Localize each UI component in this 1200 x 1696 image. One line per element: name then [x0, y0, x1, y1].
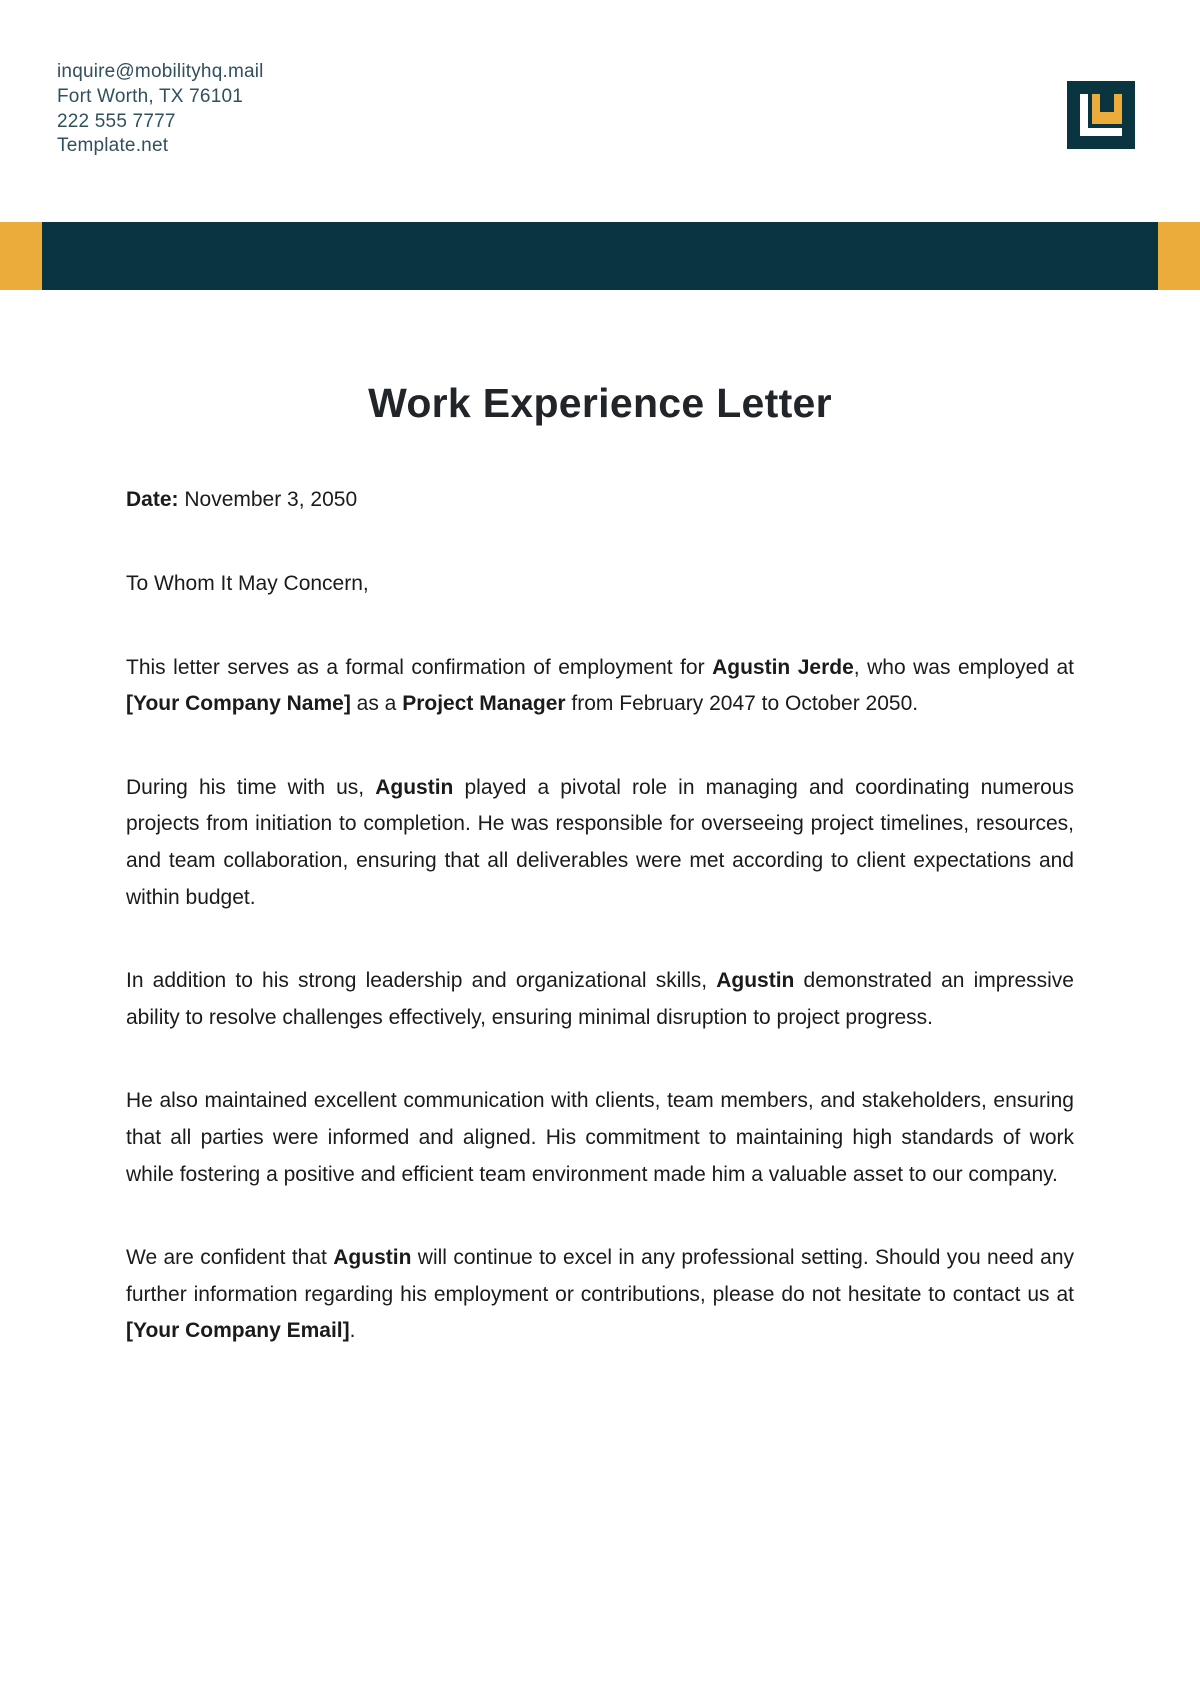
bold-text-run: Agustin	[333, 1246, 412, 1270]
paragraph-3	[126, 963, 1074, 1036]
lu-monogram-icon	[1067, 81, 1135, 149]
contact-phone: 222 555 7777	[57, 110, 176, 132]
paragraph-5	[126, 1240, 1074, 1350]
date-label: Date:	[126, 488, 179, 512]
bold-text-run: Agustin	[716, 969, 795, 993]
bold-text-run: [Your Company Name]	[126, 692, 351, 716]
text-run: We are confident that	[126, 1246, 334, 1270]
letter-body	[0, 379, 1200, 1350]
text-run: In addition to his strong leadership and organizational skills,	[126, 969, 717, 993]
page-title: Work Experience Letter	[368, 380, 832, 427]
bold-text-run: Project Manager	[402, 692, 566, 716]
company-logo	[1067, 81, 1135, 149]
text-run: demonstrated an impressive ability to resolve challenges effectively, ensuring minimal disruption to project progress.	[126, 969, 1074, 1029]
contact-block	[57, 60, 264, 159]
date-value: November 3, 2050	[178, 488, 358, 512]
text-run: as a	[350, 692, 403, 716]
banner-left-accent	[0, 222, 42, 290]
contact-website: Template.net	[57, 135, 169, 157]
contact-email: inquire@mobilityhq.mail	[57, 61, 264, 82]
text-run: from February 2047 to October 2050.	[565, 692, 919, 716]
letterhead	[0, 0, 1200, 159]
bold-text-run: Agustin Jerde	[712, 655, 854, 679]
date-line	[126, 482, 1074, 519]
text-run: will continue to excel in any professional setting. Should you need any further information regarding his employment or contributions, please do not hesitate to contact us at	[126, 1246, 1074, 1306]
bold-text-run: Agustin	[375, 775, 454, 799]
paragraph-4	[126, 1083, 1074, 1193]
bold-text-run: [Your Company Email]	[126, 1319, 350, 1343]
salutation: To Whom It May Concern,	[126, 571, 369, 595]
text-run: During his time with us,	[126, 775, 376, 799]
banner-bar	[42, 222, 1158, 290]
paragraph-2	[126, 770, 1074, 916]
text-run: played a pivotal role in managing and coordinating numerous projects from initiation to completion. He was responsible for overseeing project timelines, resources, and team collaboration, ensuring that all deliverables were met according to client expectations and within budget.	[126, 775, 1074, 909]
paragraph-1	[126, 650, 1074, 723]
text-run: , who was employed at	[853, 655, 1075, 679]
text-run: This letter serves as a formal confirmation of employment for	[126, 655, 713, 679]
text-run: .	[349, 1319, 356, 1343]
banner-right-accent	[1158, 222, 1200, 290]
text-run: He also maintained excellent communication with clients, team members, and stakeholders, ensuring that all parties were informed and aligned. His commitment to maintaining high standards of work while fostering a positive and efficient team environment made him a valuable asset to our company.	[126, 1089, 1074, 1186]
header-banner	[0, 222, 1200, 290]
contact-address: Fort Worth, TX 76101	[57, 85, 243, 107]
